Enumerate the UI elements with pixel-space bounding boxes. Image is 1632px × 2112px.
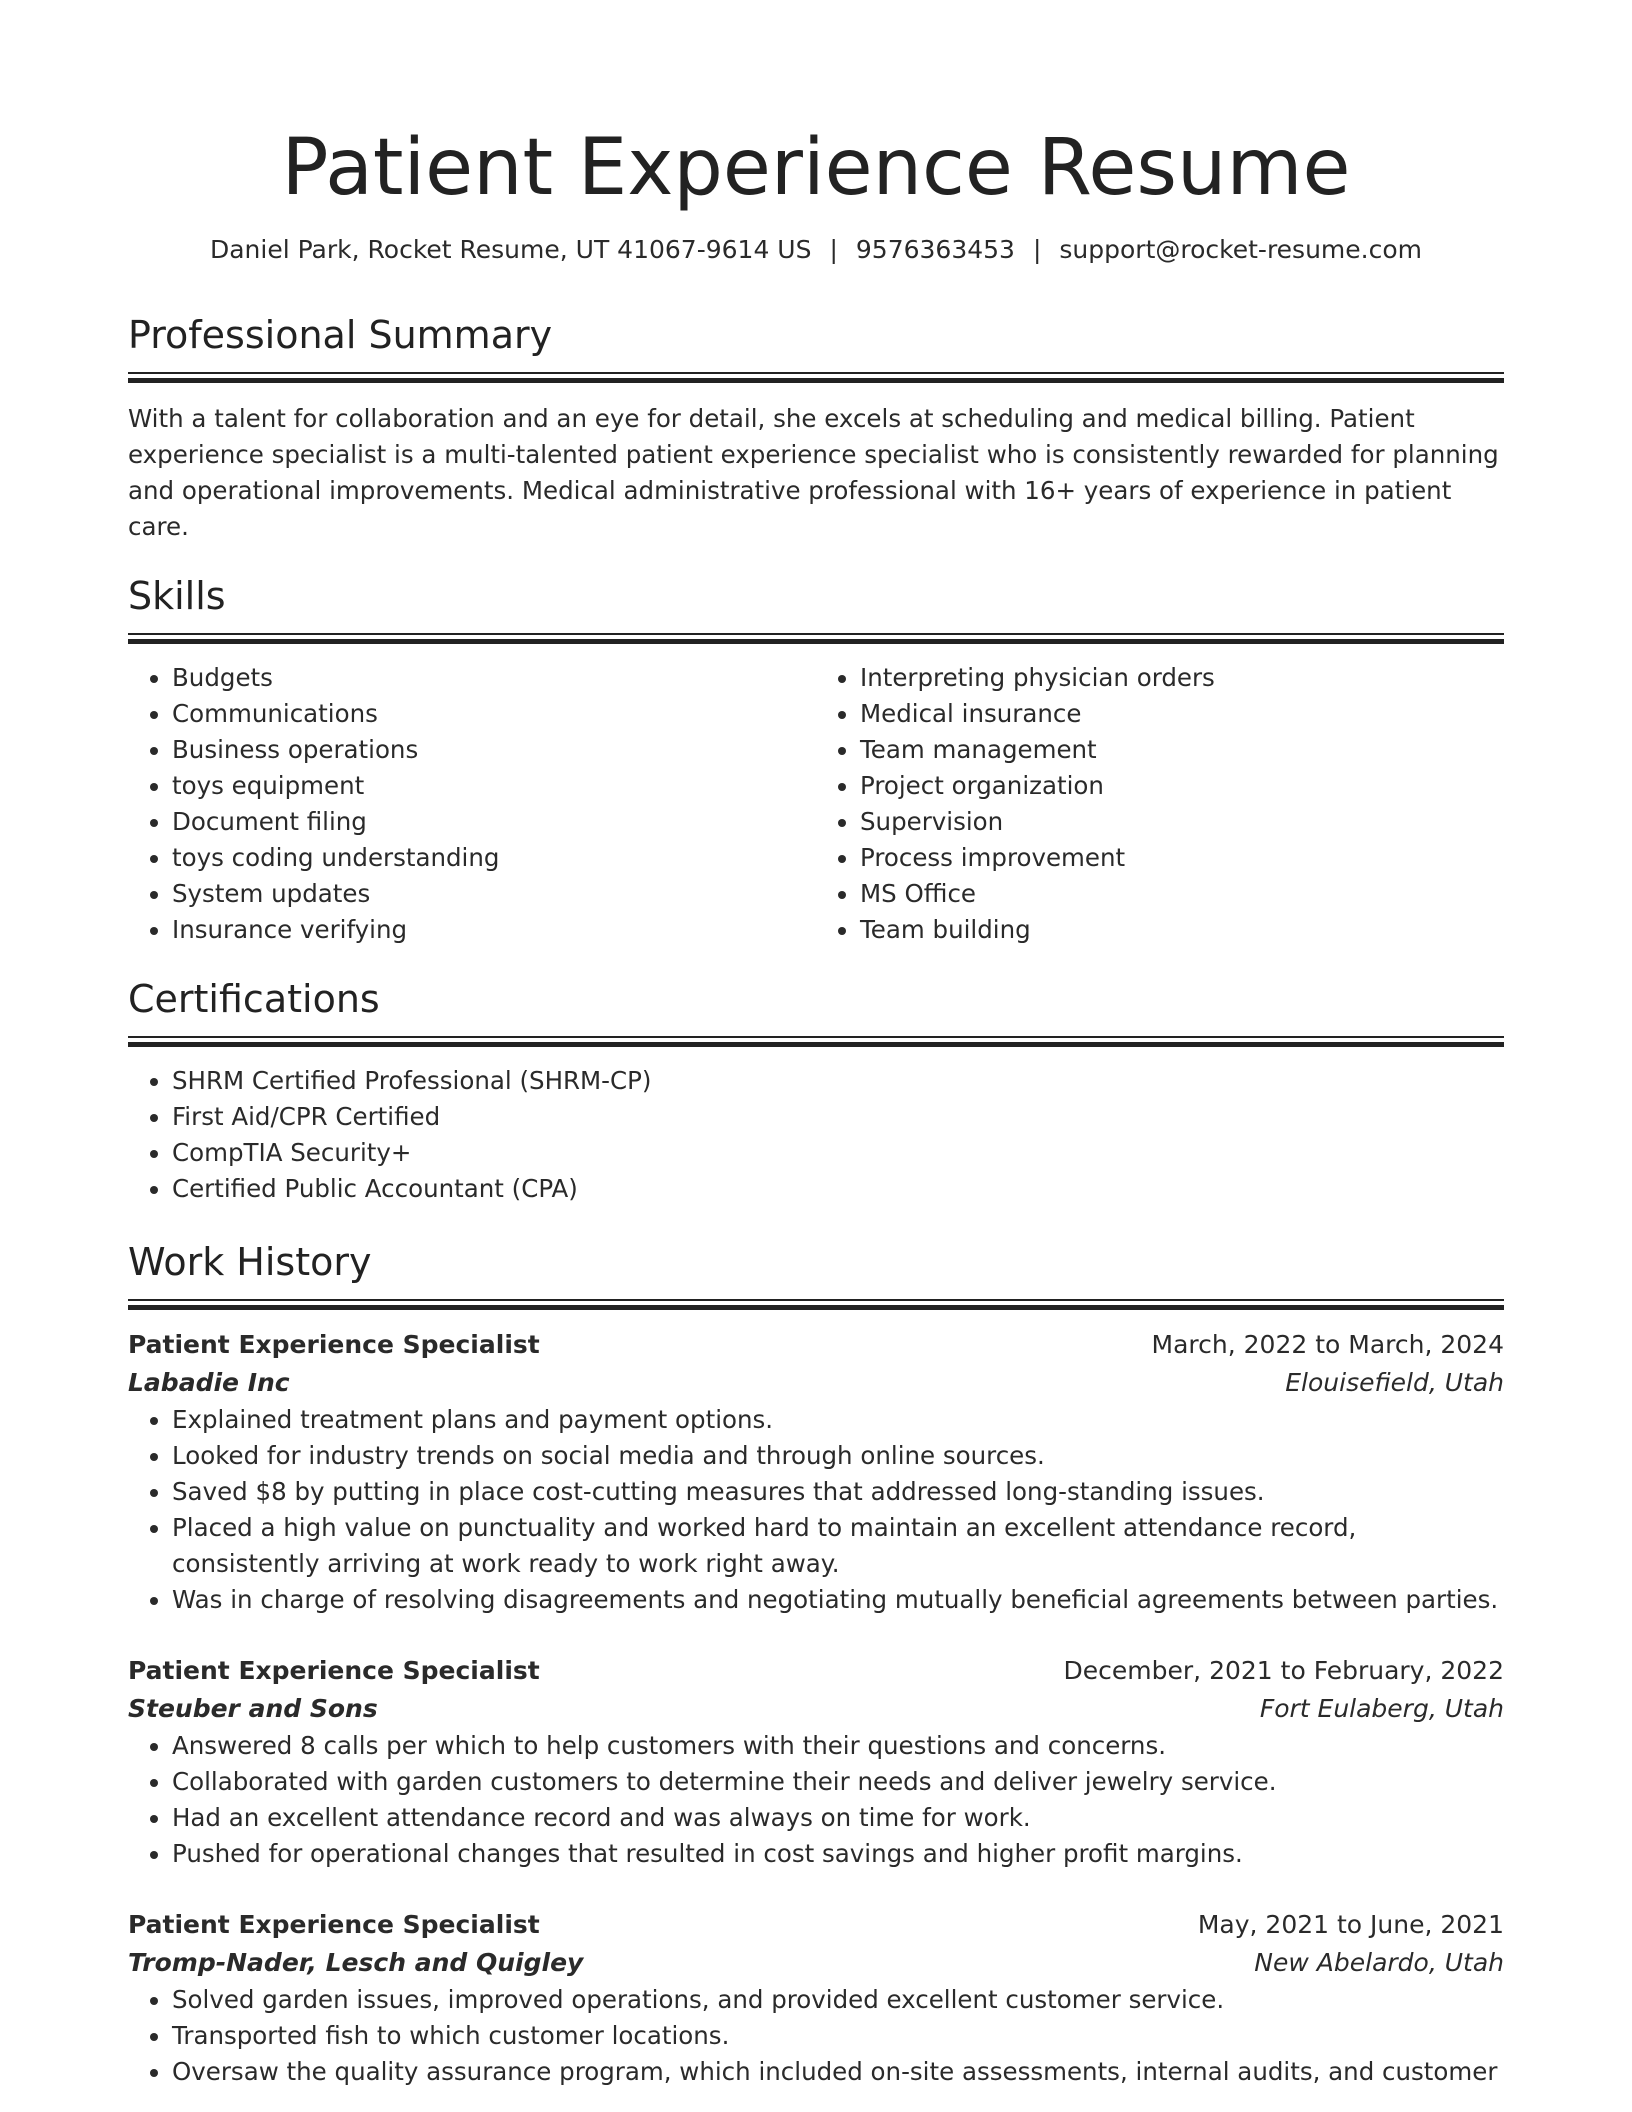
job-dates: May, 2021 to June, 2021 (1197, 1910, 1504, 1939)
resume-page (128, 0, 1504, 2090)
job-title: Patient Experience Specialist (128, 1910, 540, 1939)
job-entry (128, 1906, 1504, 2090)
job-company: Labadie Inc (128, 1368, 290, 1397)
skill-item: • toys equipment (172, 768, 816, 804)
section-divider (128, 1036, 1504, 1047)
contact-line (128, 234, 1504, 266)
skill-item: • Budgets (172, 660, 816, 696)
job-bullet: • Pushed for operational changes that resulted in cost savings and higher profit margins. (172, 1836, 1504, 1872)
skill-item: • Communications (172, 696, 816, 732)
job-location: Fort Eulaberg, Utah (1259, 1694, 1504, 1723)
job-title: Patient Experience Specialist (128, 1656, 540, 1685)
job-bullet: • Placed a high value on punctuality and worked hard to maintain an excellent attendance record, consistently arriving at work ready to work right away. (172, 1510, 1504, 1582)
contact-separator: | (1032, 235, 1042, 264)
summary-heading: Professional Summary (128, 313, 553, 357)
job-subheader-row (128, 1944, 1504, 1982)
skill-item: • Business operations (172, 732, 816, 768)
job-bullet: • Explained treatment plans and payment options. (172, 1402, 1504, 1438)
job-company: Tromp-Nader, Lesch and Quigley (128, 1948, 584, 1977)
contact-phone: 9576363453 (855, 235, 1015, 264)
skill-item: • Document filing (172, 804, 816, 840)
skill-item: • MS Office (860, 876, 1504, 912)
skills-left-column (128, 660, 816, 948)
skill-item: • Project organization (860, 768, 1504, 804)
skill-item: • Process improvement (860, 840, 1504, 876)
section-divider (128, 372, 1504, 383)
section-divider (128, 1299, 1504, 1310)
work-history-heading: Work History (128, 1240, 372, 1284)
skill-item: • Insurance verifying (172, 912, 816, 948)
skills-section (128, 573, 1504, 948)
job-entry (128, 1652, 1504, 1872)
section-divider (128, 633, 1504, 644)
job-entry (128, 1326, 1504, 1618)
certifications-list (128, 1063, 1504, 1207)
skill-item: • toys coding understanding (172, 840, 816, 876)
job-bullet: • Was in charge of resolving disagreements and negotiating mutually beneficial agreements between parties. (172, 1582, 1504, 1618)
job-bullet: • Transported fish to which customer locations. (172, 2018, 1504, 2054)
skill-item: • Interpreting physician orders (860, 660, 1504, 696)
job-bullet: • Saved $8 by putting in place cost-cutting measures that addressed long-standing issues. (172, 1474, 1504, 1510)
job-dates: March, 2022 to March, 2024 (1151, 1330, 1504, 1359)
job-bullet: • Answered 8 calls per which to help customers with their questions and concerns. (172, 1728, 1504, 1764)
job-subheader-row (128, 1364, 1504, 1402)
contact-separator: | (829, 235, 838, 264)
skills-grid (128, 660, 1504, 948)
skill-item: • Team building (860, 912, 1504, 948)
job-bullet: • Looked for industry trends on social media and through online sources. (172, 1438, 1504, 1474)
job-bullet-list (128, 1402, 1504, 1618)
job-bullet: • Oversaw the quality assurance program, which included on-site assessments, internal audits, and customer (172, 2054, 1504, 2090)
job-bullet: • Collaborated with garden customers to determine their needs and deliver jewelry service. (172, 1764, 1504, 1800)
skill-item: • Medical insurance (860, 696, 1504, 732)
summary-text: With a talent for collaboration and an eye for detail, she excels at scheduling and medical billing. Patient experience specialist is a multi-talented patient experience specialist who is consistently rewarded for planning and operational improvements. Medical administrative professional with 16+ years of experience in patient care. (128, 404, 1499, 541)
job-company: Steuber and Sons (128, 1694, 378, 1723)
skills-heading: Skills (128, 574, 226, 618)
job-bullet: • Solved garden issues, improved operations, and provided excellent customer service. (172, 1982, 1504, 2018)
job-header-row (128, 1326, 1504, 1364)
skill-item: • Supervision (860, 804, 1504, 840)
certifications-heading: Certifications (128, 977, 380, 1021)
work-history-section (128, 1239, 1504, 2090)
job-header-row (128, 1652, 1504, 1690)
certification-item: • First Aid/CPR Certified (172, 1099, 1504, 1135)
skills-left-list (128, 660, 816, 948)
skill-item: • System updates (172, 876, 816, 912)
contact-email[interactable]: support@rocket-resume.com (1059, 235, 1423, 264)
certification-item: • SHRM Certified Professional (SHRM-CP) (172, 1063, 1504, 1099)
skills-right-list (816, 660, 1504, 948)
certification-item: • Certified Public Accountant (CPA) (172, 1171, 1504, 1207)
job-header-row (128, 1906, 1504, 1944)
job-location: New Abelardo, Utah (1254, 1948, 1504, 1977)
job-bullet: • Had an excellent attendance record and was always on time for work. (172, 1800, 1504, 1836)
job-title: Patient Experience Specialist (128, 1330, 540, 1359)
summary-section (128, 312, 1504, 545)
skills-right-column (816, 660, 1504, 948)
job-location: Elouisefield, Utah (1285, 1368, 1504, 1397)
job-dates: December, 2021 to February, 2022 (1063, 1656, 1504, 1685)
resume-title: Patient Experience Resume (281, 123, 1351, 213)
contact-address: Daniel Park, Rocket Resume, UT 41067-9614 US (209, 235, 812, 264)
skill-item: • Team management (860, 732, 1504, 768)
job-bullet-list (128, 1728, 1504, 1872)
certifications-section (128, 976, 1504, 1207)
certification-item: • CompTIA Security+ (172, 1135, 1504, 1171)
job-subheader-row (128, 1690, 1504, 1728)
job-bullet-list (128, 1982, 1504, 2090)
